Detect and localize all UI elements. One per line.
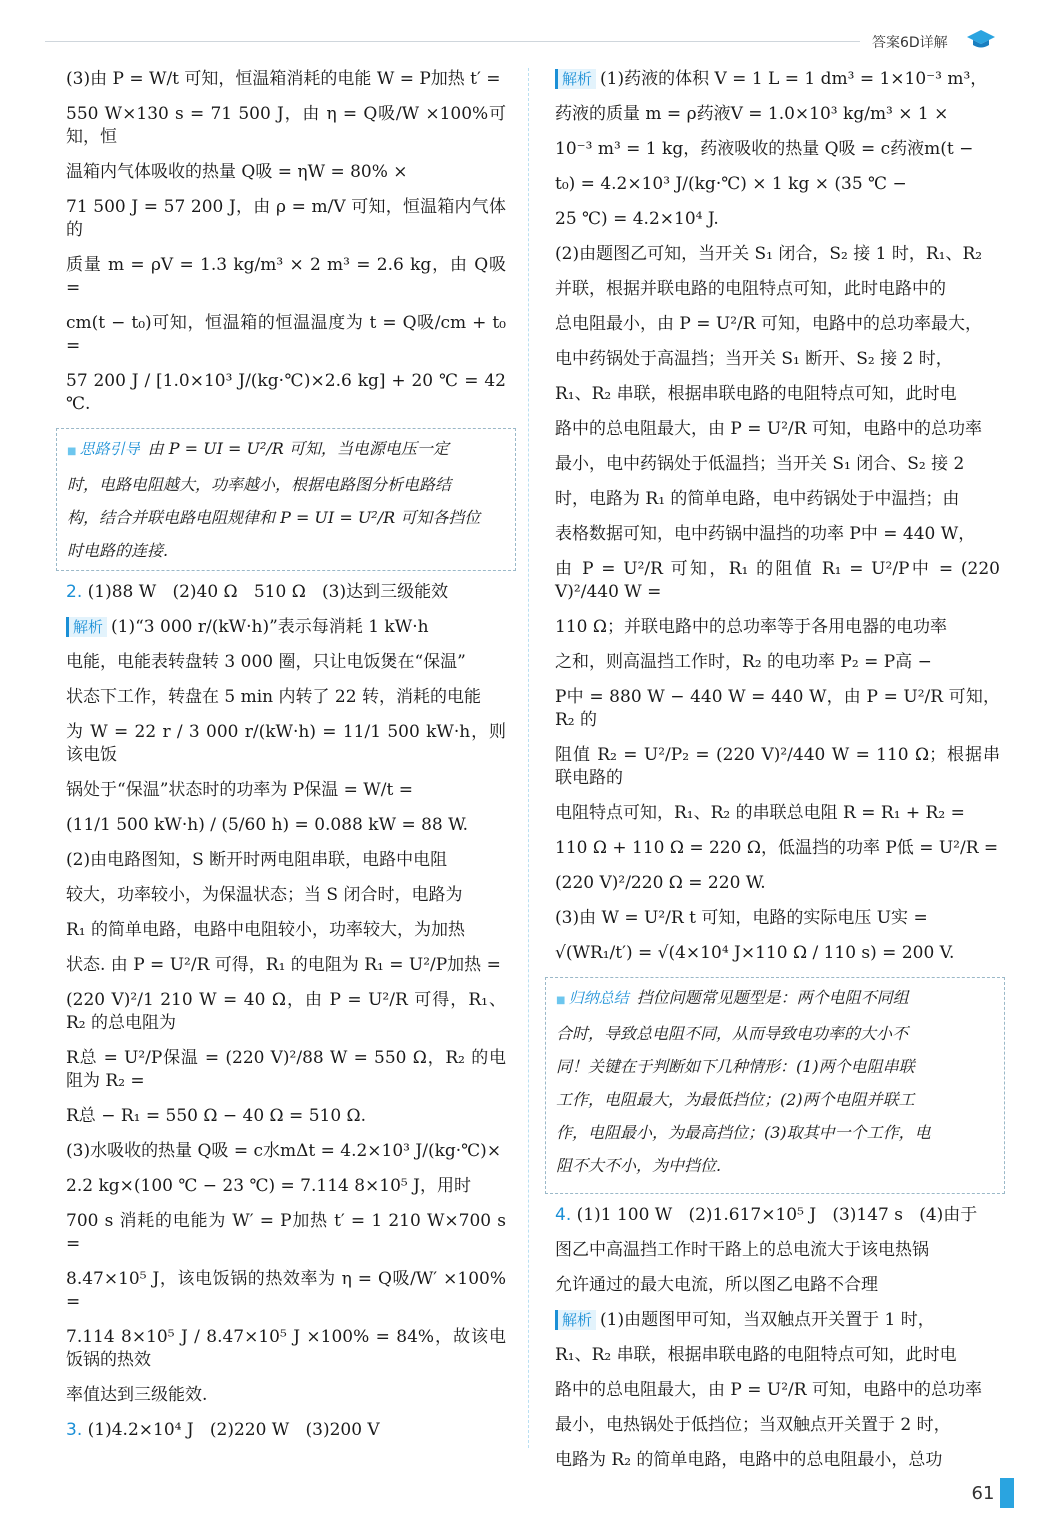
summary-box [545,977,1005,1194]
text-line: 110 Ω；并联电路中的总功率等于各用电器的电功率 [555,617,947,637]
analysis-tag: 解析 [555,1310,596,1330]
text-line: 电阻特点可知，R₁、R₂ 的串联总电阻 R = R₁ + R₂ = [555,803,965,823]
text-line: 2.2 kg×(100 ℃ − 23 ℃) = 7.114 8×10⁵ J，用时 [66,1176,471,1196]
summary-line: 挡位问题常见题型是：两个电阻不同组 [636,988,909,1007]
text-line: (11/1 500 kW·h) / (5/60 h) = 0.088 kW = 88 W. [66,815,469,835]
text-line: 总电阻最小，由 P = U²/R 可知，电路中的总功率最大， [555,314,982,334]
question-2-answer [66,581,506,604]
text-line: R₁、R₂ 串联，根据串联电路的电阻特点可知，此时电 [555,384,957,404]
tip-line: 时电路的连接. [67,541,169,560]
text-line: 并联，根据并联电路的电阻特点可知，此时电路中的 [555,279,946,299]
text-line: 700 s 消耗的电能为 W′ = P加热 t′ = 1 210 W×700 s = [66,1211,512,1254]
text-line: 质量 m = ρV = 1.3 kg/m³ × 2 m³ = 2.6 kg，由 Q吸 = [66,255,512,298]
text-line: 作，电阻最小，为最高挡位；(3)取其中一个工作，电 [556,1123,931,1142]
text-line: 电中药锅处于高温挡；当开关 S₁ 断开、S₂ 接 2 时， [555,349,953,369]
text-line: 合时，导致总电阻不同，从而导致电功率的大小不 [556,1024,909,1043]
text-line: R总 − R₁ = 550 Ω − 40 Ω = 510 Ω. [66,1106,367,1126]
text-line: 最小，电热锅处于低挡位；当双触点开关置于 2 时， [555,1415,951,1435]
text-line: 工作，电阻最大，为最低挡位；(2)两个电阻并联工 [556,1090,915,1109]
text-line: 温箱内气体吸收的热量 Q吸 = ηW = 80% × [66,162,408,182]
analysis-tag: 解析 [66,617,107,637]
column-divider [528,68,529,1448]
right-column [555,68,1006,1484]
text-line: (3)由 W = U²/R t 可知，电路的实际电压 U实 = [555,908,928,928]
analysis-line: (1)药液的体积 V = 1 L = 1 dm³ = 1×10⁻³ m³， [600,69,988,89]
text-line: R₁ 的简单电路，电路中电阻较小，功率较大，为加热 [66,920,466,940]
tip-box [56,428,516,571]
text-line: 时，电路为 R₁ 的简单电路，电中药锅处于中温挡；由 [555,489,960,509]
text-line: 药液的质量 m = ρ药液V = 1.0×10³ kg/m³ × 1 × [555,104,949,124]
header-title: 答案6D详解 [872,35,948,51]
question-4-answer-line: 允许通过的最大电流，所以图乙电路不合理 [555,1275,878,1295]
text-line: P中 = 880 W − 440 W = 440 W，由 P = U²/R 可知，R₂ 的 [555,687,1000,730]
text-line: 25 ℃) = 4.2×10⁴ J. [555,209,719,229]
text-line: R总 = U²/P保温 = (220 V)²/88 W = 550 Ω，R₂ 的电阻为 R₂ = [66,1048,506,1091]
text-line: (2)由电路图知，S 断开时两电阻串联，电路中电阻 [66,850,448,870]
header-rule [45,41,860,42]
question-3-number: 3. [66,1420,83,1440]
text-line: 电能，电能表转盘转 3 000 圈，只让电饭煲在“保温” [66,652,466,672]
text-line: 电路为 R₂ 的简单电路，电路中的总电阻最小，总功 [555,1450,943,1470]
text-line: 路中的总电阻最大，由 P = U²/R 可知，电路中的总功率 [555,419,982,439]
question-2-answer-text: (1)88 W (2)40 Ω 510 Ω (3)达到三级能效 [87,582,449,602]
text-line: (220 V)²/220 Ω = 220 W. [555,873,766,893]
tip-line: 由 P = UI = U²/R 可知，当电源电压一定 [147,439,449,458]
text-line: (2)由题图乙可知，当开关 S₁ 闭合，S₂ 接 1 时，R₁、R₂ [555,244,983,264]
text-line: √(WR₁/t′) = √(4×10⁴ J×110 Ω / 110 s) = 200 V. [555,943,955,963]
question-4-answer [555,1204,1000,1227]
text-line: R₁、R₂ 串联，根据串联电路的电阻特点可知，此时电 [555,1345,957,1365]
text-line: (220 V)²/1 210 W = 40 Ω，由 P = U²/R 可得，R₁、R₂ 的总电阻为 [66,990,506,1033]
text-line: 57 200 J / [1.0×10³ J/(kg·℃)×2.6 kg] + 20 ℃ = 42 ℃. [66,371,512,414]
text-line: 状态. 由 P = U²/R 可得，R₁ 的电阻为 R₁ = U²/P加热 = [66,955,501,975]
graduation-cap-icon [966,28,996,50]
text-line: 状态下工作，转盘在 5 min 内转了 22 转，消耗的电能 [66,687,481,707]
text-line: 10⁻³ m³ = 1 kg，药液吸收的热量 Q吸 = c药液m(t − [555,139,974,159]
tip-line: 构，结合并联电路电阻规律和 P = UI = U²/R 可知各挡位 [67,508,481,527]
text-line: 由 P = U²/R 可知，R₁ 的阻值 R₁ = U²/P中 = (220 V)²/440 W = [555,559,1006,602]
tip-tag: ■ 思路引导 [67,438,140,463]
text-line: (3)由 P = W/t 可知，恒温箱消耗的电能 W = P加热 t′ = [66,69,501,89]
analysis-line: (1)“3 000 r/(kW·h)”表示每消耗 1 kW·h [111,617,429,637]
text-line: 表格数据可知，电中药锅中温挡的功率 P中 = 440 W， [555,524,976,544]
text-line: 同！关键在于判断如下几种情形：(1)两个电阻串联 [556,1057,915,1076]
text-line: 8.47×10⁵ J，该电饭锅的热效率为 η = Q吸/W′ ×100% = [66,1269,512,1312]
left-column [66,68,512,1454]
text-line: cm(t − t₀)可知，恒温箱的恒温温度为 t = Q吸/cm + t₀ = [66,313,512,356]
analysis-tag: 解析 [555,69,596,89]
question-4-answer-text: (1)1 100 W (2)1.617×10⁵ J (3)147 s (4)由于 [576,1205,978,1225]
text-line: 110 Ω + 110 Ω = 220 Ω，低温挡的功率 P低 = U²/R = [555,838,999,858]
text-line: 71 500 J = 57 200 J，由 ρ = m/V 可知，恒温箱内气体的 [66,197,506,240]
text-line: 之和，则高温挡工作时，R₂ 的电功率 P₂ = P高 − [555,652,932,672]
summary-tag: ■ 归纳总结 [556,987,629,1012]
page-number: 61 [971,1482,995,1504]
text-line: 550 W×130 s = 71 500 J，由 η = Q吸/W ×100%可知，恒 [66,104,506,147]
text-line: 为 W = 22 r / 3 000 r/(kW·h) = 11/1 500 kW·h，则该电饭 [66,722,506,765]
analysis-line: (1)由题图甲可知，当双触点开关置于 1 时， [600,1310,935,1330]
text-line: 锅处于“保温”状态时的功率为 P保温 = W/t = [66,780,413,800]
question-4-answer-line: 图乙中高温挡工作时干路上的总电流大于该电热锅 [555,1240,929,1260]
tip-line: 时，电路电阻越大，功率越小，根据电路图分析电路结 [67,475,452,494]
question-4-number: 4. [555,1205,572,1225]
question-2-number: 2. [66,582,83,602]
text-line: 阻不大不小，为中挡位. [556,1156,722,1175]
text-line: t₀) = 4.2×10³ J/(kg·℃) × 1 kg × (35 ℃ − [555,174,907,194]
text-line: 7.114 8×10⁵ J / 8.47×10⁵ J ×100% = 84%，故该电饭锅的热效 [66,1327,506,1370]
text-line: 路中的总电阻最大，由 P = U²/R 可知，电路中的总功率 [555,1380,982,1400]
question-3-answer [66,1419,506,1442]
text-line: 最小，电中药锅处于低温挡；当开关 S₁ 闭合、S₂ 接 2 [555,454,965,474]
text-line: 阻值 R₂ = U²/P₂ = (220 V)²/440 W = 110 Ω；根据串联电路的 [555,745,1000,788]
text-line: (3)水吸收的热量 Q吸 = c水mΔt = 4.2×10³ J/(kg·℃)× [66,1141,502,1161]
text-line: 率值达到三级能效. [66,1385,208,1405]
text-line: 较大，功率较小，为保温状态；当 S 闭合时，电路为 [66,885,463,905]
question-3-answer-text: (1)4.2×10⁴ J (2)220 W (3)200 V [87,1420,380,1440]
